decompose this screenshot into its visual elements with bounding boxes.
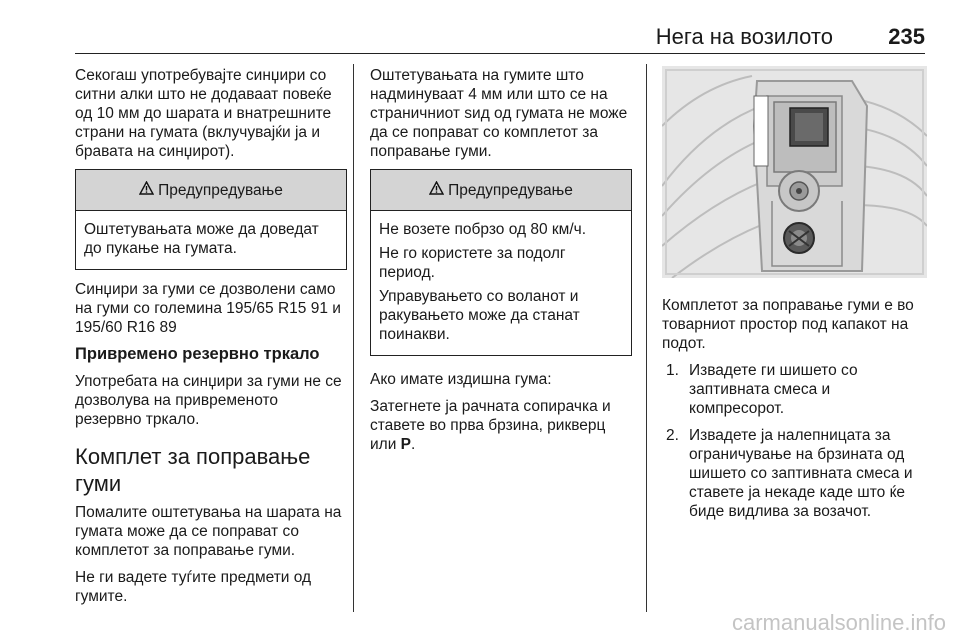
instruction-list: [662, 361, 927, 521]
kit-location-text: Комплетот за поправање гуми е во товарниот простор под капакот на подот.: [662, 297, 914, 352]
warning-body: [76, 211, 346, 269]
warning-duration: Не го користете за подолг период.: [379, 245, 566, 281]
column-1: [75, 66, 347, 614]
header-rule: [75, 53, 925, 54]
warning-title: Предупредување: [158, 181, 283, 199]
repair-kit-heading: Комплет за поправање гуми: [75, 444, 311, 496]
repair-kit-text-1: Помалите оштетувања на шарата на гумата може да се поправат со комплетот за поправање гуми.: [75, 504, 342, 559]
warning-body: [371, 211, 631, 355]
temp-spare-text: Употребата на синџири за гуми не се дозволува на привременото резервно тркало.: [75, 373, 342, 428]
column-divider-1: [353, 64, 354, 612]
warning-text: Оштетувањата може да доведат до пукање на гумата.: [84, 221, 319, 257]
temp-spare-heading: Привремено резервно тркало: [75, 345, 320, 363]
watermark-link[interactable]: carmanualsonline.info: [731, 610, 946, 635]
warning-box-1: [75, 169, 347, 270]
warning-header: [371, 170, 631, 211]
warning-box-2: [370, 169, 632, 356]
repair-kit-text-2: Не ги вадете туѓите предмети од гумите.: [75, 569, 312, 605]
warning-triangle-icon: [429, 181, 444, 200]
warning-header: [76, 170, 346, 211]
page-header: [75, 22, 925, 54]
header-title: Нега на возилото: [655, 24, 833, 49]
flat-tyre-text: Ако имате издишна гума:: [370, 371, 552, 388]
column-3: [662, 66, 927, 529]
repair-kit-photo: [662, 66, 927, 278]
page-number: 235: [888, 24, 925, 49]
warning-handling: Управувањето со воланот и ракувањето може да станат поинакви.: [379, 288, 580, 343]
damage-limits: Оштетувањата на гумите што надминуваат 4 мм или што се на страничниот sид од гумата не може да се поправат со комплетот за поправање гуми.: [370, 67, 628, 160]
warning-triangle-icon: [139, 181, 154, 200]
column-2: [370, 66, 632, 462]
park-symbol: P: [400, 436, 412, 453]
chain-sizes: Синџири за гуми се дозволени само на гуми со големина 195/65 R15 91 и 195/60 R16 89: [75, 281, 341, 336]
warning-speed: Не возете побрзо од 80 км/ч.: [379, 221, 587, 238]
list-item: 1. Извадете ги шишето со заптивната смеса и компресорот.: [666, 362, 858, 417]
warning-title: Предупредување: [448, 181, 573, 199]
chain-intro: Секогаш употребувајте синџири со ситни алки што не додаваат повеќе од 10 мм до шарата и внатрешните страни на гумата (вклучувајќи ја и бравата на синџирот).: [75, 67, 332, 160]
column-divider-2: [646, 64, 647, 612]
brake-instruction: Затегнете ја рачната сопирачка и ставете во прва брзина, рикверц или P.: [370, 398, 611, 453]
list-item: 2. Извадете ја налепницата за ограничување на брзината од шишето со заптивната смеса и ставете ја некаде каде што ќе биде видлива за возачот.: [666, 427, 913, 520]
